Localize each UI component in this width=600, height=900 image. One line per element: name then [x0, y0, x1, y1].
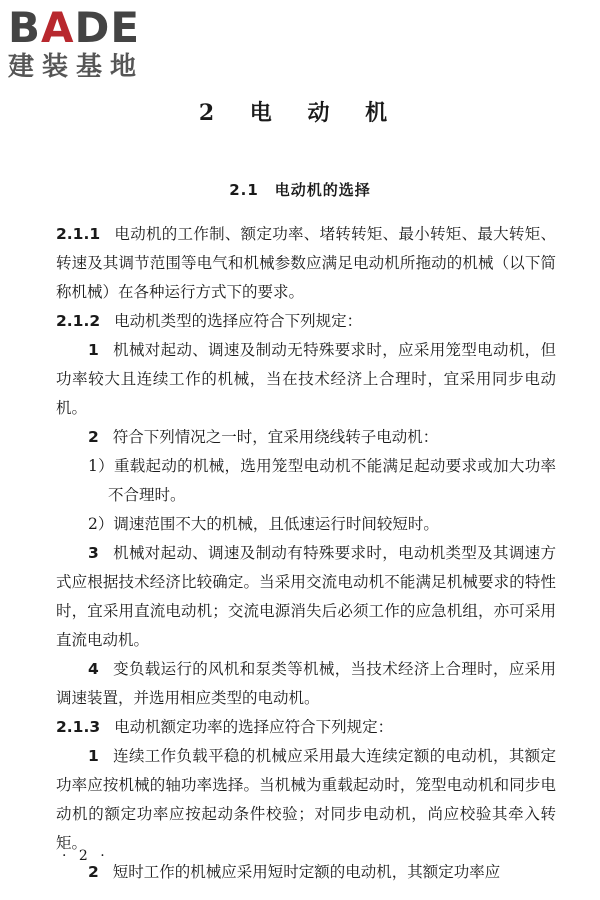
clause-2-1-2: 2.1.2 电动机类型的选择应符合下列规定：	[56, 312, 363, 330]
logo-wordmark: BADE	[8, 3, 141, 52]
clause-2-1-2-item-2: 2 符合下列情况之一时，宜采用绕线转子电动机：	[88, 428, 439, 446]
clause-2-1-1: 2.1.1 电动机的工作制、额定功率、堵转转矩、最小转矩、最大转矩、转速及其调节范围等电气和机械参数应满足电动机所拖动的机械（以下简称机械）在各种运行方式下的要求。	[56, 225, 556, 301]
section-title: 2.1 电动机的选择	[229, 181, 371, 199]
clause-2-1-3-item-1: 1 连续工作负载平稳的机械应采用最大连续定额的电动机，其额定功率应按机械的轴功率选择。当机械为重载起动时，笼型电动机和同步电动机的额定功率应按起动条件校验；对同步电动机，尚应校验其牵入转矩。	[56, 747, 556, 852]
clause-2-1-3-item-2: 2 短时工作的机械应采用短时定额的电动机，其额定功率应	[88, 863, 501, 881]
logo	[8, 3, 178, 82]
page-number: · 2 ·	[62, 848, 109, 864]
clause-2-1-2-item-3: 3 机械对起动、调速及制动有特殊要求时，电动机类型及其调速方式应根据技术经济比较确定。当采用交流电动机不能满足机械要求的特性时，宜采用直流电动机；交流电源消失后必须工作的应急机组，亦可采用直流电动机。	[56, 544, 556, 649]
clause-2-1-3: 2.1.3 电动机额定功率的选择应符合下列规定：	[56, 718, 394, 736]
clause-2-1-2-item-2-sub-1: 1）重载起动的机械，选用笼型电动机不能满足起动要求或加大功率不合理时。	[88, 457, 556, 504]
logo-subtitle: 建装基地	[8, 52, 145, 82]
document-body	[56, 220, 556, 887]
chapter-title: 2 电 动 机	[198, 100, 402, 126]
clause-2-1-2-item-2-sub-2: 2）调速范围不大的机械，且低速运行时间较短时。	[88, 515, 439, 533]
clause-2-1-2-item-1: 1 机械对起动、调速及制动无特殊要求时，应采用笼型电动机，但功率较大且连续工作的机械，当在技术经济上合理时，宜采用同步电动机。	[56, 341, 556, 417]
clause-2-1-2-item-4: 4 变负载运行的风机和泵类等机械，当技术经济上合理时，应采用调速装置，并选用相应类型的电动机。	[56, 660, 556, 707]
